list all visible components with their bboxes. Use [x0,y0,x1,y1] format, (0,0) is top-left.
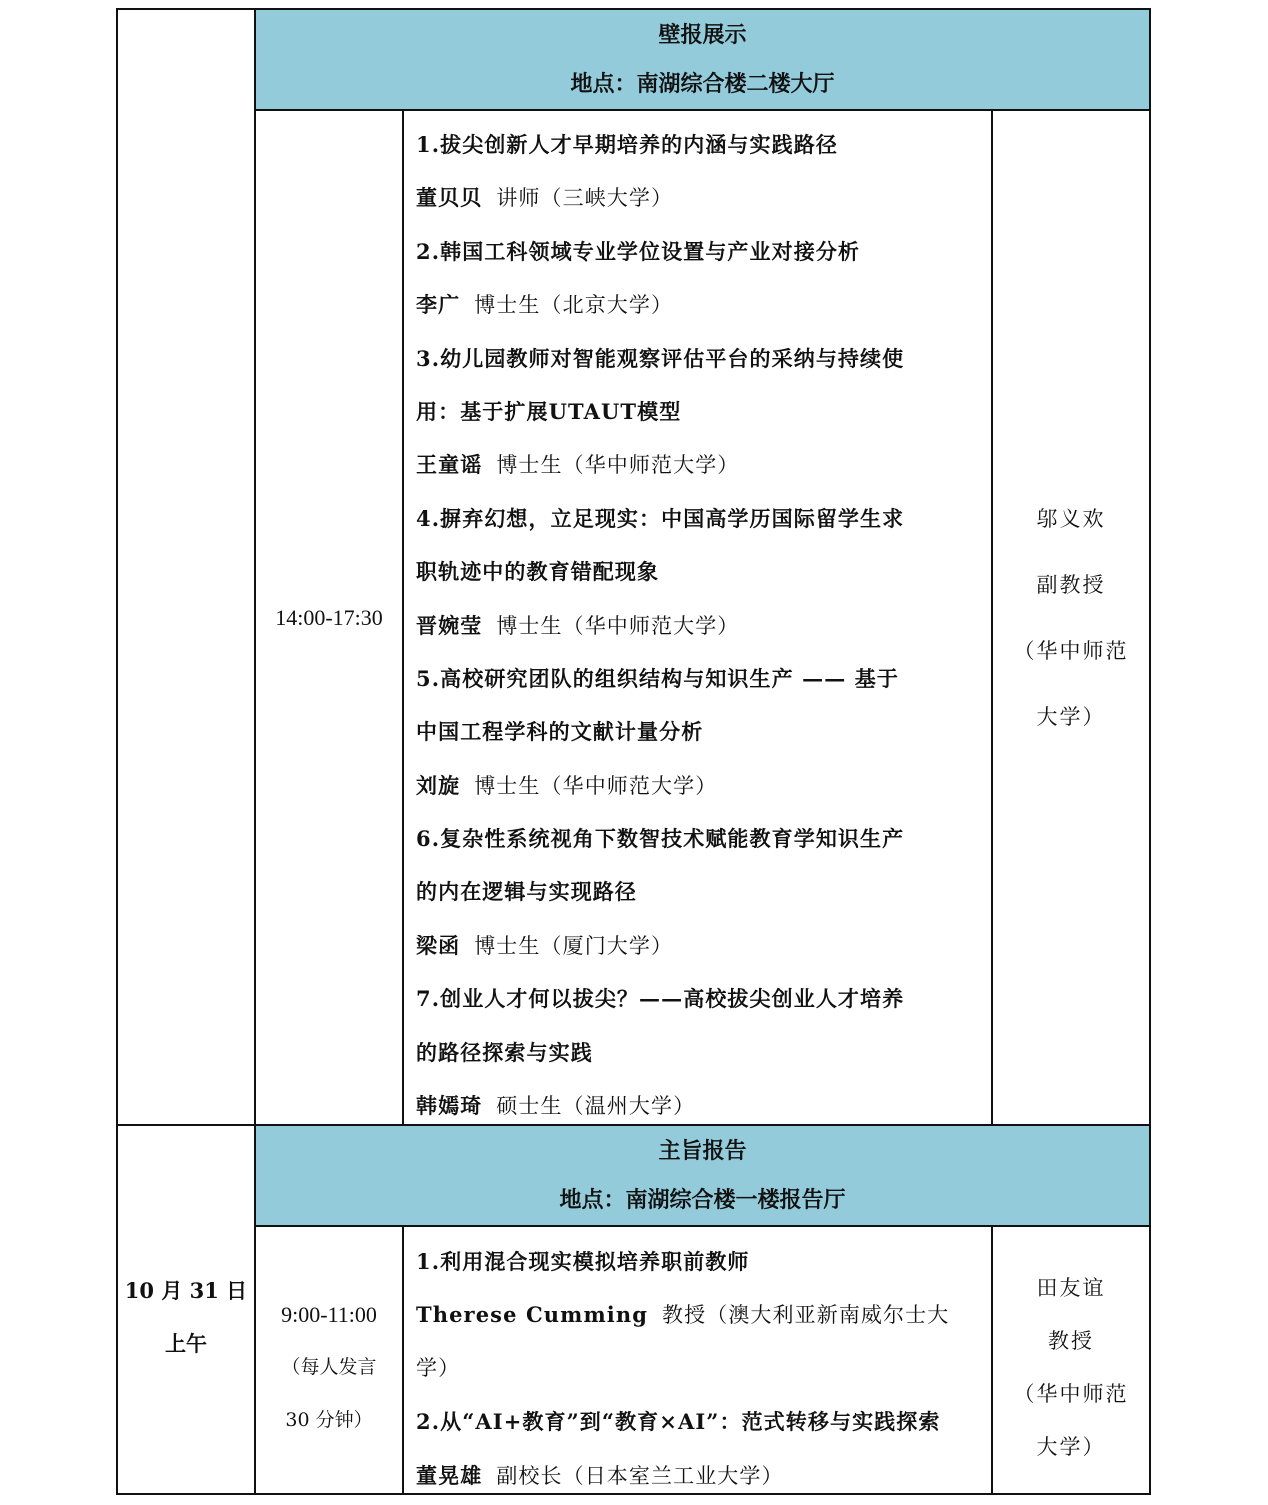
moderator-line: 副教授 [1036,572,1106,597]
line-bold-text: 董贝贝 [416,185,483,211]
time-note: （每人发言 [281,1356,377,1378]
table-border [991,1226,993,1495]
content-line [416,1288,982,1341]
date-line: 上午 [165,1331,207,1356]
session-time: 14:00-17:30 [275,604,383,630]
moderator-line: 大学） [1036,704,1106,729]
line-text: 博士生（华中师范大学） [496,613,740,638]
line-text: 博士生（北京大学） [474,293,674,318]
line-bold-text: 4.摒弃幻想，立足现实：中国高学历国际留学生求 [416,505,905,531]
line-bold-text: 6.复杂性系统视角下数智技术赋能教育学知识生产 [416,826,905,852]
line-bold-text: 韩嫣琦 [416,1093,483,1119]
session-time-cell [255,1288,403,1447]
content-line [416,545,982,598]
table-border [116,1124,1151,1126]
moderator-line: （华中师范 [1013,1382,1129,1406]
content-line [416,332,982,385]
content-line [416,171,982,224]
moderator-line: 教授 [1048,1329,1094,1353]
line-text: 学） [416,1355,461,1380]
content-line [416,919,982,972]
section-title: 壁报展示 [658,22,747,48]
line-bold-text: 中国工程学科的文献计量分析 [416,719,704,745]
line-bold-text: 王童谣 [416,452,483,478]
table-border [116,8,118,1495]
date-line: 10 月 31 日 [124,1278,248,1303]
moderator-cell [992,1262,1150,1474]
table-border [402,1226,404,1495]
line-bold-text: 2.从“AI+教育”到“教育×AI”：范式转移与实践探索 [416,1409,941,1435]
table-border [116,1493,1151,1495]
content-line [416,759,982,812]
line-bold-text: 的路径探索与实践 [416,1039,593,1065]
line-text: 博士生（华中师范大学） [496,453,740,478]
line-bold-text: 1.利用混合现实模拟培养职前教师 [416,1249,750,1274]
line-text: 副校长（日本室兰工业大学） [496,1463,784,1488]
session-time: 9:00-11:00 [281,1302,377,1327]
line-bold-text: 李广 [416,292,461,318]
content-line [416,225,982,278]
table-border [254,1225,1151,1227]
table-border [1149,8,1151,1495]
table-border [402,110,404,1125]
content-line [416,1235,982,1288]
content-line [416,278,982,331]
content-line [416,492,982,545]
poster-session-header [255,9,1150,110]
table-border [991,110,993,1125]
moderator-line: 田友谊 [1036,1276,1106,1300]
line-bold-text: Therese Cumming [416,1302,649,1328]
content-line [416,972,982,1025]
poster-list [403,118,992,1132]
keynote-list [403,1235,992,1502]
content-line [416,599,982,652]
content-line [416,385,982,438]
line-text: 教授（澳大利亚新南威尔士大 [662,1303,950,1328]
content-line [416,1395,982,1448]
line-bold-text: 用：基于扩展UTAUT模型 [416,398,682,424]
content-line [416,865,982,918]
content-line [416,652,982,705]
moderator-line: 邬义欢 [1036,506,1106,531]
section-location: 地点：南湖综合楼二楼大厅 [570,71,835,97]
line-bold-text: 职轨迹中的教育错配现象 [416,559,660,585]
content-line [416,1342,982,1395]
time-note: 30 分钟） [285,1409,373,1431]
moderator-line: 大学） [1036,1435,1106,1459]
table-border [254,109,1151,111]
line-bold-text: 3.幼儿园教师对智能观察评估平台的采纳与持续使 [416,345,905,371]
section-location: 地点：南湖综合楼一楼报告厅 [559,1187,846,1213]
content-line [416,812,982,865]
moderator-line: （华中师范 [1013,638,1129,663]
table-border [254,8,256,1495]
content-line [416,118,982,171]
line-bold-text: 2.韩国工科领域专业学位设置与产业对接分析 [416,238,861,264]
line-bold-text: 刘旋 [416,772,461,798]
line-text: 硕士生（温州大学） [496,1094,696,1119]
content-line [416,438,982,491]
line-text: 讲师（三峡大学） [496,186,674,211]
keynote-header [255,1125,1150,1226]
line-bold-text: 7.创业人才何以拔尖？——高校拔尖创业人才培养 [416,986,905,1012]
line-bold-text: 董晃雄 [416,1462,483,1488]
line-bold-text: 晋婉莹 [416,612,483,638]
section-title: 主旨报告 [658,1138,747,1164]
line-bold-text: 5.高校研究团队的组织结构与知识生产 —— 基于 [416,665,899,691]
line-bold-text: 1.拔尖创新人才早期培养的内涵与实践路径 [416,132,838,157]
moderator-cell [992,110,1150,1125]
content-line [416,1026,982,1079]
session-time-cell [255,110,403,1125]
line-bold-text: 的内在逻辑与实现路径 [416,879,637,905]
line-text: 博士生（华中师范大学） [474,773,718,798]
table-border [116,8,1151,10]
line-text: 博士生（厦门大学） [474,933,674,958]
line-bold-text: 梁函 [416,932,461,958]
date-cell [117,1237,255,1397]
content-line [416,705,982,758]
